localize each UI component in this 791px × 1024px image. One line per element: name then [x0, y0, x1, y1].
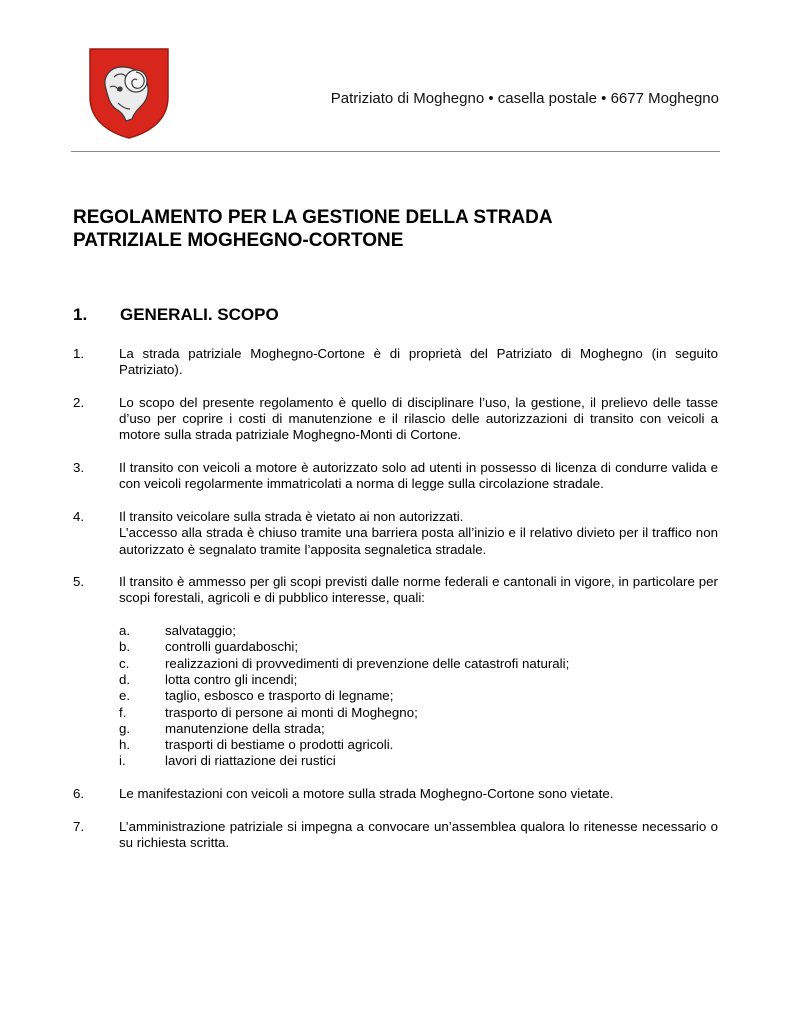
sublist-letter: h.	[119, 737, 131, 753]
sublist-item	[119, 623, 718, 639]
paragraph: L’accesso alla strada è chiuso tramite una barriera posta all’inizio e il relativo divieto per il traffico non autorizzato è segnalato tramite l’apposita segnaletica stradale.	[119, 525, 718, 557]
list-item	[73, 460, 718, 493]
paragraph: Le manifestazioni con veicoli a motore sulla strada Moghegno-Cortone sono vietate.	[119, 786, 614, 802]
list-item	[73, 819, 718, 852]
sublist-text: manutenzione della strada;	[165, 720, 325, 736]
sublist-item	[119, 639, 718, 655]
sublist-letter: i.	[119, 753, 126, 769]
item-number: 4.	[73, 508, 85, 524]
section-heading	[73, 305, 713, 325]
list-item	[73, 574, 718, 770]
paragraph: Lo scopo del presente regolamento è quello di disciplinare l’uso, la gestione, il prelievo delle tasse d’uso per coprire i costi di manutenzione e il rilascio delle autorizzazioni di transito con veicoli a motore sulla strada patriziale Moghegno-Monti di Cortone.	[119, 394, 718, 443]
sublist-letter: g.	[119, 720, 131, 736]
sublist-item	[119, 656, 718, 672]
article-list	[73, 346, 718, 868]
item-text	[119, 395, 718, 444]
purpose-sublist	[119, 623, 718, 770]
title-line-1: REGOLAMENTO PER LA GESTIONE DELLA STRADA	[73, 207, 553, 228]
sublist-letter: a.	[119, 623, 131, 639]
sublist-letter: e.	[119, 688, 131, 704]
sublist-letter: b.	[119, 639, 131, 655]
sublist-item	[119, 753, 718, 769]
sublist-text: trasporti di bestiame o prodotti agricoli.	[165, 737, 394, 753]
item-text	[119, 819, 718, 852]
ram-coat-of-arms-icon	[88, 47, 170, 139]
sublist-item	[119, 705, 718, 721]
item-text	[119, 346, 718, 379]
sublist-letter: f.	[119, 704, 127, 720]
item-number: 3.	[73, 460, 85, 476]
sublist-item	[119, 737, 718, 753]
item-number: 2.	[73, 394, 85, 410]
header-divider	[71, 151, 720, 152]
title-line-2: PATRIZIALE MOGHEGNO-CORTONE	[73, 230, 404, 251]
sublist-text: lotta contro gli incendi;	[165, 671, 298, 687]
sublist-text: salvataggio;	[165, 623, 236, 639]
paragraph: L’amministrazione patriziale si impegna a convocare un’assemblea qualora lo ritenesse necessario o su richiesta scritta.	[119, 818, 718, 850]
sublist-text: taglio, esbosco e trasporto di legname;	[165, 688, 394, 704]
list-item	[73, 395, 718, 444]
item-text	[119, 786, 718, 802]
item-text	[119, 509, 718, 558]
paragraph: Il transito veicolare sulla strada è vietato ai non autorizzati.	[119, 508, 464, 524]
sublist-item	[119, 688, 718, 704]
item-text	[119, 460, 718, 493]
sublist-item	[119, 721, 718, 737]
sublist-letter: d.	[119, 671, 131, 687]
section-number: 1.	[73, 305, 88, 324]
section-title: GENERALI. SCOPO	[120, 305, 279, 324]
list-item	[73, 346, 718, 379]
header-address: Patriziato di Moghegno • casella postale • 6677 Moghegno	[330, 90, 719, 107]
list-item	[73, 509, 718, 558]
item-number: 7.	[73, 818, 85, 834]
item-number: 6.	[73, 786, 85, 802]
sublist-text: realizzazioni di provvedimenti di prevenzione delle catastrofi naturali;	[165, 655, 570, 671]
sublist-text: lavori di riattazione dei rustici	[165, 753, 336, 769]
paragraph: La strada patriziale Moghegno-Cortone è di proprietà del Patriziato di Moghegno (in seguito Patriziato).	[119, 346, 718, 378]
paragraph: Il transito con veicoli a motore è autorizzato solo ad utenti in possesso di licenza di condurre valida e con veicoli regolarmente immatricolati a norma di legge sulla circolazione stradale.	[119, 460, 718, 492]
list-item	[73, 786, 718, 802]
item-number: 5.	[73, 574, 85, 590]
sublist-item	[119, 672, 718, 688]
document-title	[73, 206, 713, 252]
item-number: 1.	[73, 346, 85, 361]
item-text	[119, 574, 718, 770]
sublist-text: trasporto di persone ai monti di Moghegno;	[165, 704, 418, 720]
sublist-text: controlli guardaboschi;	[165, 639, 299, 655]
paragraph: Il transito è ammesso per gli scopi previsti dalle norme federali e cantonali in vigore, in particolare per scopi forestali, agricoli e di pubblico interesse, quali:	[119, 574, 718, 606]
sublist-letter: c.	[119, 655, 130, 671]
